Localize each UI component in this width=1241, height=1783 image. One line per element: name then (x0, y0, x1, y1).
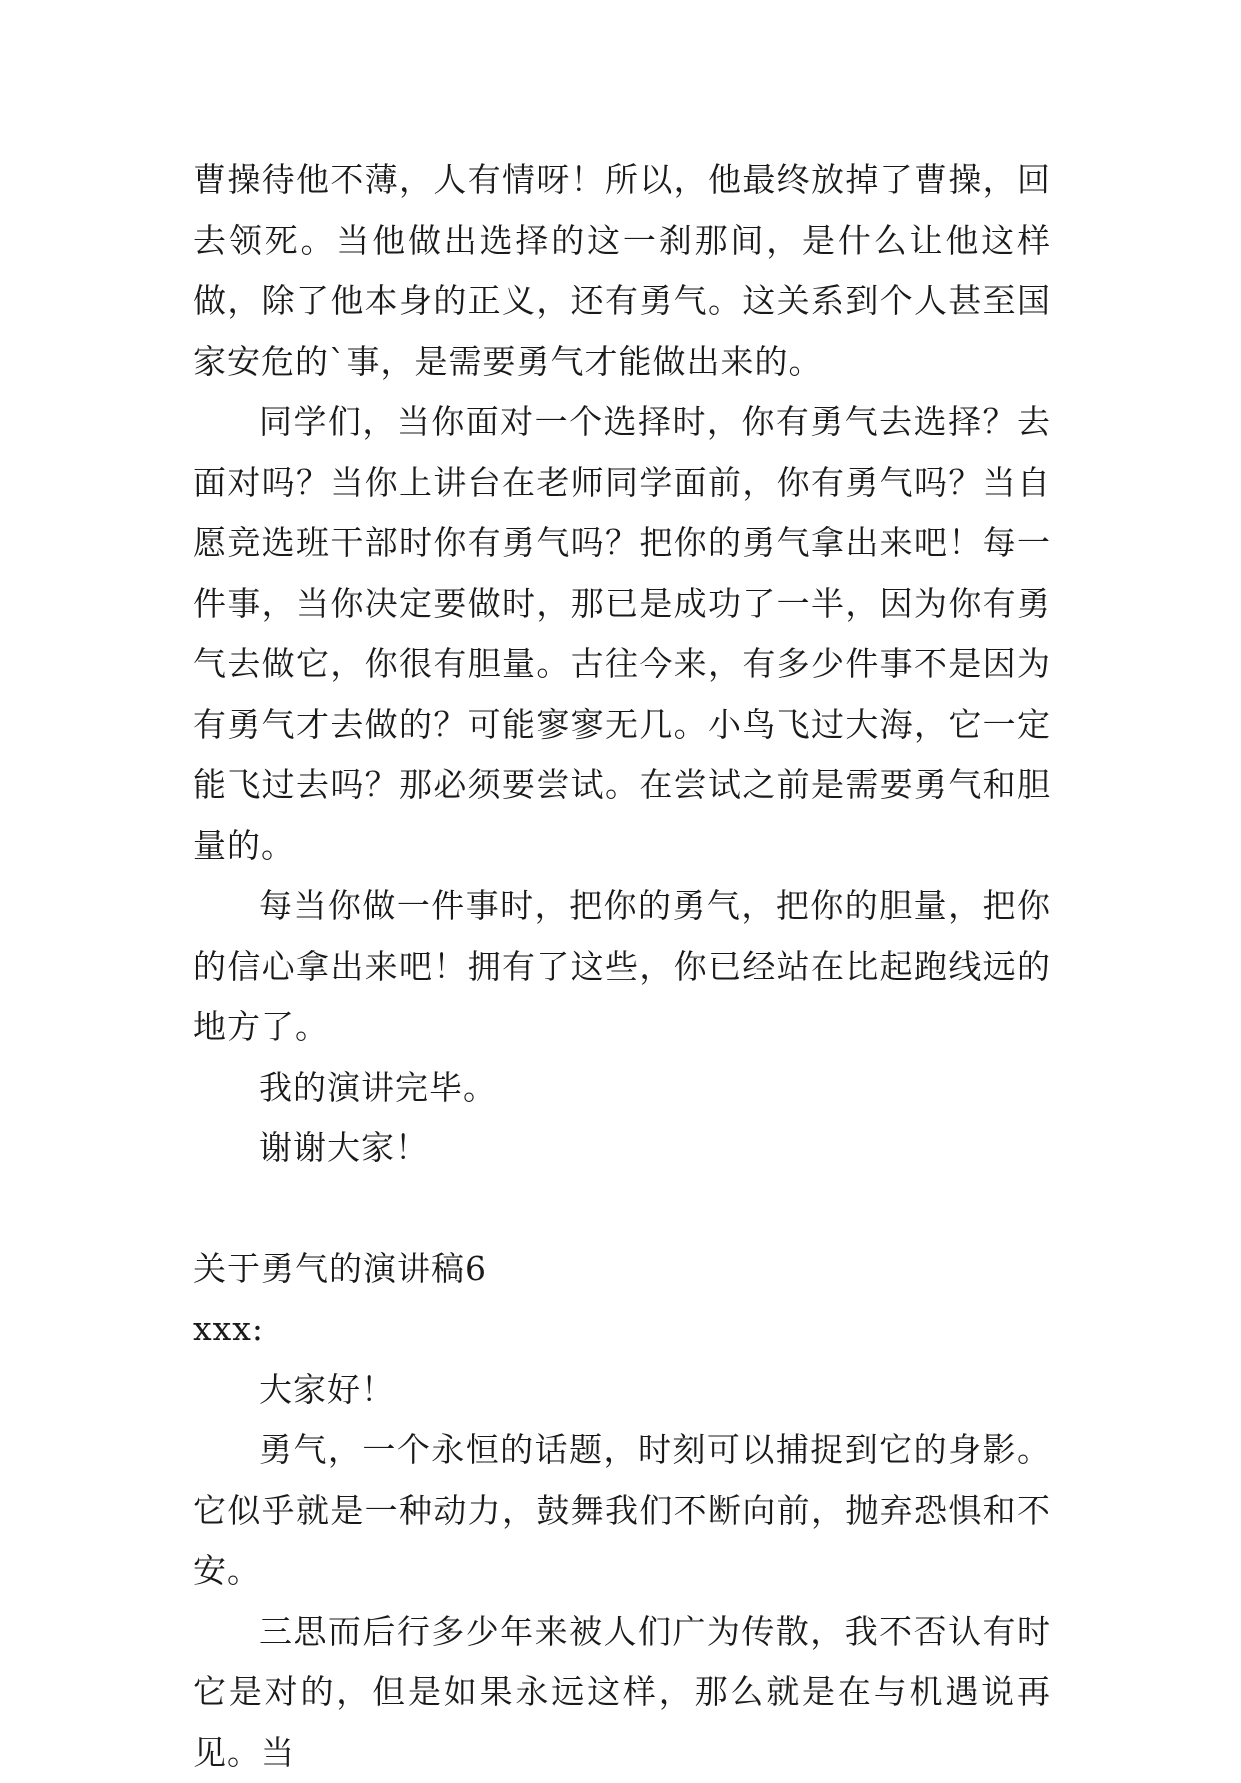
greeting-line: 大家好！ (193, 1360, 1051, 1421)
section-gap (193, 1179, 1051, 1239)
thanks-line: 谢谢大家！ (193, 1118, 1051, 1179)
body-paragraph: 每当你做一件事时，把你的勇气，把你的胆量，把你的信心拿出来吧！拥有了这些，你已经站在比起跑线远的地方了。 (193, 876, 1051, 1058)
closing-line: 我的演讲完毕。 (193, 1058, 1051, 1119)
body-paragraph: 同学们，当你面对一个选择时，你有勇气去选择？去面对吗？当你上讲台在老师同学面前，你有勇气吗？当自愿竞选班干部时你有勇气吗？把你的勇气拿出来吧！每一件事，当你决定要做时，那已是成功了一半，因为你有勇气去做它，你很有胆量。古往今来，有多少件事不是因为有勇气才去做的？可能寥寥无几。小鸟飞过大海，它一定能飞过去吗？那必须要尝试。在尝试之前是需要勇气和胆量的。 (193, 392, 1051, 876)
document-body (193, 150, 1051, 1783)
body-paragraph: 曹操待他不薄，人有情呀！所以，他最终放掉了曹操，回去领死。当他做出选择的这一刹那间，是什么让他这样做，除了他本身的正义，还有勇气。这关系到个人甚至国家安危的`事，是需要勇气才能做出来的。 (193, 150, 1051, 392)
salutation: xxx: (193, 1299, 1051, 1360)
section-title: 关于勇气的演讲稿6 (193, 1239, 1051, 1300)
body-paragraph: 三思而后行多少年来被人们广为传散，我不否认有时它是对的，但是如果永远这样，那么就是在与机遇说再见。当 (193, 1602, 1051, 1783)
body-paragraph: 勇气，一个永恒的话题，时刻可以捕捉到它的身影。它似乎就是一种动力，鼓舞我们不断向前，抛弃恐惧和不安。 (193, 1420, 1051, 1602)
